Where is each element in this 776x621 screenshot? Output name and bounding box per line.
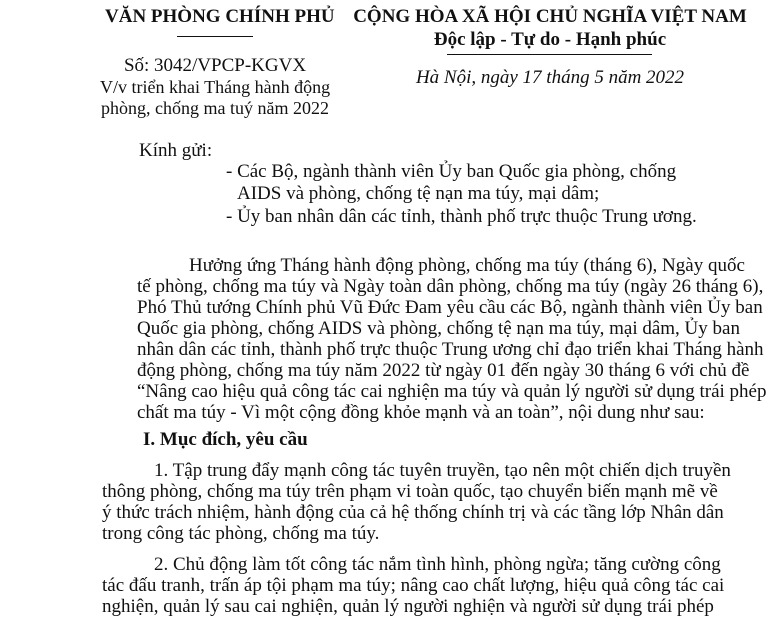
intro-line-8: chất ma túy - Vì một cộng đồng khỏe mạnh và an toàn”, nội dung như sau: bbox=[137, 402, 705, 423]
issuing-agency: VĂN PHÒNG CHÍNH PHỦ bbox=[105, 6, 335, 27]
document-number: Số: 3042/VPCP-KGVX bbox=[123, 55, 307, 76]
intro-line-4: Quốc gia phòng, chống AIDS và phòng, chống tệ nạn ma túy, mại dâm, Ủy ban bbox=[137, 318, 740, 339]
country-name: CỘNG HÒA XÃ HỘI CHỦ NGHĨA VIỆT NAM bbox=[353, 6, 747, 27]
item2-line-1: 2. Chủ động làm tốt công tác nắm tình hình, phòng ngừa; tăng cường công bbox=[154, 554, 721, 575]
recipient-line-2: AIDS và phòng, chống tệ nạn ma túy, mại dâm; bbox=[237, 183, 600, 204]
intro-line-3: Phó Thủ tướng Chính phủ Vũ Đức Đam yêu cầu các Bộ, ngành thành viên Ủy ban bbox=[137, 297, 763, 318]
section-heading: I. Mục đích, yêu cầu bbox=[143, 429, 308, 450]
item1-line-2: thông phòng, chống ma túy trên phạm vi toàn quốc, tạo chuyển biến mạnh mẽ về bbox=[102, 481, 718, 502]
place-date: Hà Nội, ngày 17 tháng 5 năm 2022 bbox=[415, 67, 685, 88]
motto: Độc lập - Tự do - Hạnh phúc bbox=[433, 29, 667, 50]
recipients-label: Kính gửi: bbox=[139, 140, 213, 161]
intro-line-6: động phòng, chống ma túy năm 2022 từ ngày 01 đến ngày 30 tháng 6 với chủ đề bbox=[137, 360, 750, 381]
item2-line-2: tác đấu tranh, trấn áp tội phạm ma túy; nâng cao chất lượng, hiệu quả công tác cai bbox=[102, 575, 725, 596]
item1-line-3: ý thức trách nhiệm, hành động của cả hệ thống chính trị và các tầng lớp Nhân dân bbox=[102, 502, 724, 523]
intro-line-2: tế phòng, chống ma túy và Ngày toàn dân phòng, chống ma túy (ngày 26 tháng 6), bbox=[137, 276, 764, 297]
subject-line-1: V/v triển khai Tháng hành động bbox=[100, 77, 331, 97]
item1-line-1: 1. Tập trung đẩy mạnh công tác tuyên truyền, tạo nên một chiến dịch truyền bbox=[154, 460, 731, 481]
recipient-line-3: - Ủy ban nhân dân các tỉnh, thành phố trực thuộc Trung ương. bbox=[226, 206, 697, 227]
intro-line-1: Hưởng ứng Tháng hành động phòng, chống ma túy (tháng 6), Ngày quốc bbox=[189, 255, 745, 276]
intro-line-7: “Nâng cao hiệu quả công tác cai nghiện ma túy và quản lý người sử dụng trái phép bbox=[137, 381, 767, 402]
item2-line-3: nghiện, quản lý sau cai nghiện, quản lý người nghiện và người sử dụng trái phép bbox=[102, 596, 714, 617]
subject-line-2: phòng, chống ma tuý năm 2022 bbox=[101, 98, 329, 118]
recipient-line-1: - Các Bộ, ngành thành viên Ủy ban Quốc gia phòng, chống bbox=[226, 161, 677, 182]
intro-line-5: nhân dân các tỉnh, thành phố trực thuộc Trung ương chỉ đạo triển khai Tháng hành bbox=[137, 339, 764, 360]
item1-line-4: trong công tác phòng, chống ma túy. bbox=[102, 523, 380, 544]
motto-underline bbox=[447, 54, 652, 55]
agency-underline bbox=[177, 36, 253, 37]
